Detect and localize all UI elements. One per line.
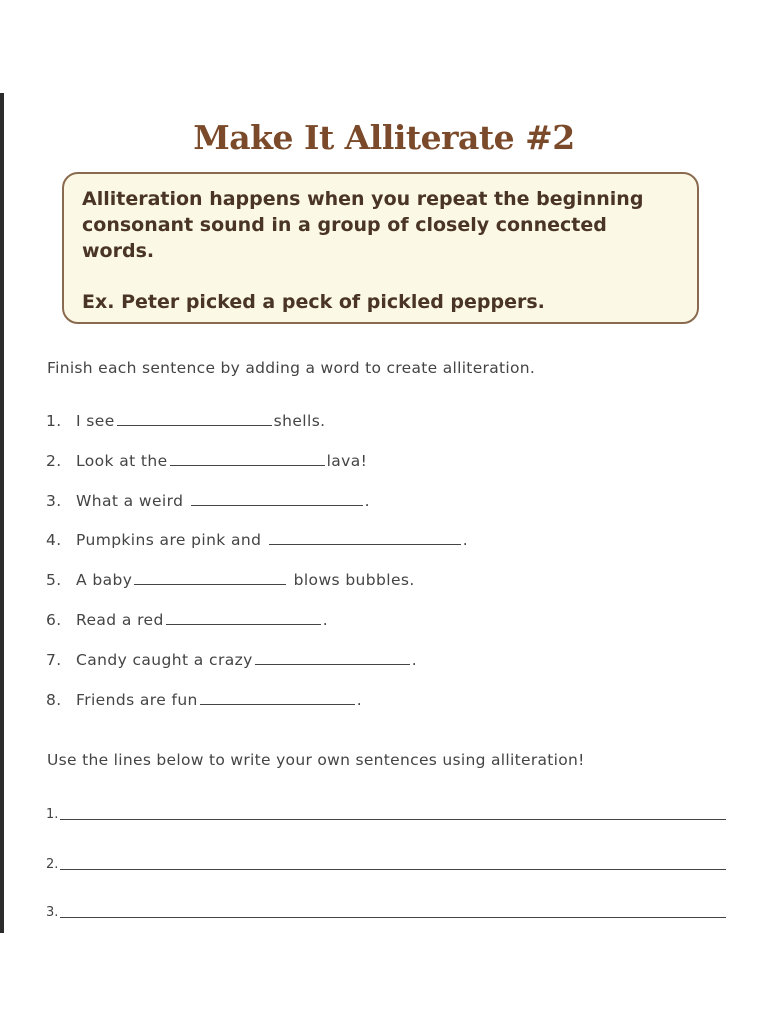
sentence-number: 1. <box>46 412 62 430</box>
answer-blank[interactable] <box>269 543 461 545</box>
line-rule <box>60 819 726 820</box>
sentence-item <box>46 691 362 709</box>
sentence-item <box>46 452 367 470</box>
sentence-end: . <box>364 492 370 510</box>
sentence-end: . <box>411 651 418 669</box>
answer-blank[interactable] <box>200 703 355 705</box>
answer-blank[interactable] <box>170 464 325 466</box>
sentence-number: 3. <box>46 492 62 510</box>
sentence-number: 6. <box>46 611 62 629</box>
sentence-start: Friends are fun <box>76 691 198 709</box>
fill-in-instructions: Finish each sentence by adding a word to create alliteration. <box>47 359 536 377</box>
sentence-start: Pumpkins are pink and <box>76 531 262 549</box>
sentence-end: . <box>356 691 363 709</box>
line-number: 1. <box>46 807 59 822</box>
sentence-number: 4. <box>46 531 62 549</box>
sentence-number: 2. <box>46 452 62 470</box>
answer-blank[interactable] <box>191 504 363 506</box>
line-rule <box>60 917 726 918</box>
sentence-item <box>46 531 468 549</box>
sentence-item <box>46 651 417 669</box>
sentence-number: 5. <box>46 571 62 589</box>
own-sentences-instructions: Use the lines below to write your own sentences using alliteration! <box>47 751 585 769</box>
page-edge-border <box>0 93 4 933</box>
sentence-item <box>46 571 415 589</box>
sentence-end: lava! <box>326 452 368 470</box>
sentence-start: Look at the <box>76 452 168 470</box>
sentence-end: . <box>322 611 329 629</box>
answer-blank[interactable] <box>166 623 321 625</box>
answer-blank[interactable] <box>117 424 272 426</box>
worksheet-title: Make It Alliterate #2 <box>193 118 575 157</box>
answer-blank[interactable] <box>255 663 410 665</box>
definition-box <box>62 172 699 324</box>
line-rule <box>60 869 726 870</box>
sentence-start: I see <box>76 412 115 430</box>
sentence-item <box>46 492 370 510</box>
sentence-item <box>46 611 328 629</box>
line-number: 2. <box>46 857 59 872</box>
sentence-start: Candy caught a crazy <box>76 651 253 669</box>
definition-text: Alliteration happens when you repeat the beginning consonant sound in a group of closely connected words. <box>82 188 644 262</box>
sentence-end: shells. <box>273 412 326 430</box>
sentence-item <box>46 412 326 430</box>
sentence-start: Read a red <box>76 611 164 629</box>
writing-line[interactable] <box>46 898 726 918</box>
sentence-start: A baby <box>76 571 133 589</box>
sentence-number: 8. <box>46 691 62 709</box>
writing-line[interactable] <box>46 850 726 870</box>
line-number: 3. <box>46 905 59 920</box>
definition-example: Ex. Peter picked a peck of pickled peppers. <box>82 291 545 313</box>
writing-line[interactable] <box>46 800 726 820</box>
sentence-end: blows bubbles. <box>293 571 415 589</box>
sentence-end: . <box>462 531 469 549</box>
answer-blank[interactable] <box>134 583 286 585</box>
sentence-start: What a weird <box>76 492 184 510</box>
sentence-number: 7. <box>46 651 62 669</box>
